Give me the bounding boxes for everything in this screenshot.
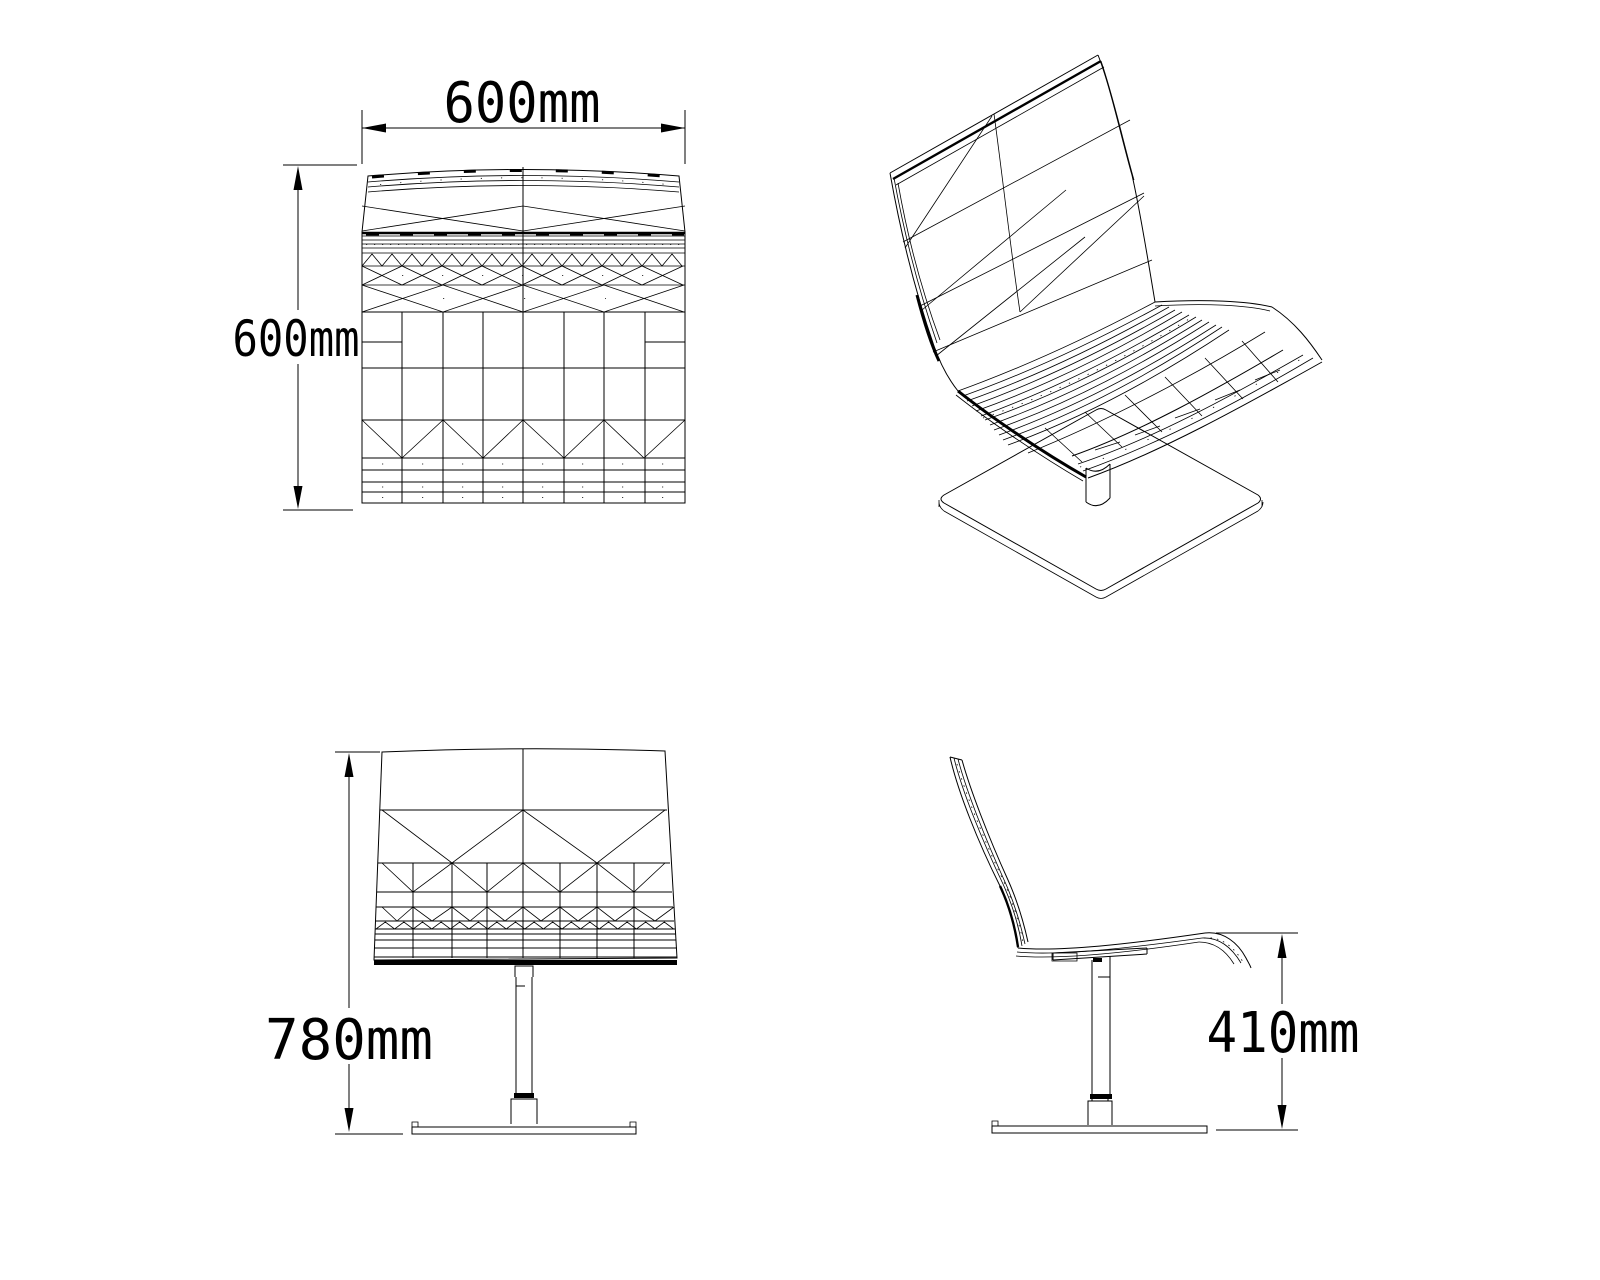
top-view xyxy=(362,167,685,503)
fold-band-lines xyxy=(958,302,1229,445)
side-backrest-inner xyxy=(962,760,1028,942)
front-pedestal-column xyxy=(516,977,532,1093)
side-backrest-layers xyxy=(954,758,1025,946)
side-column-dark-band xyxy=(1090,1094,1112,1099)
backrest-left-edge xyxy=(890,173,958,391)
front-pedestal-cap xyxy=(515,966,533,977)
side-backrest-top-cap xyxy=(950,757,962,760)
side-view xyxy=(950,757,1251,1133)
pedestal-cylinder xyxy=(1086,464,1110,506)
extension-lines xyxy=(335,752,403,1134)
dimension-label-seat-height: 410mm xyxy=(1206,1001,1360,1066)
front-tiny-zigzag-row xyxy=(376,922,674,929)
backrest-rows xyxy=(903,120,1152,352)
side-front-curl-inner xyxy=(1199,938,1241,964)
side-base-notch xyxy=(992,1121,998,1126)
side-seat-layers xyxy=(1016,938,1202,957)
side-backrest-outer xyxy=(950,757,1018,948)
backrest-top-edge-thickness xyxy=(893,61,1101,179)
dimension-back-height xyxy=(233,165,360,510)
side-base-plate xyxy=(992,1126,1207,1133)
front-small-v-row xyxy=(382,907,674,921)
dimension-label-seat-width: 600mm xyxy=(443,71,601,136)
base-plate-thickness xyxy=(939,500,1263,599)
front-view xyxy=(374,749,677,1134)
side-pedestal-foot xyxy=(1088,1099,1112,1125)
front-column-dark-band xyxy=(514,1093,534,1098)
backrest-center-column xyxy=(994,114,1020,312)
seat-rear-edge-inner xyxy=(1155,305,1270,311)
dimension-seat-width xyxy=(362,71,685,164)
side-pedestal-column xyxy=(1092,956,1110,1094)
dimension-seat-height xyxy=(1207,933,1360,1130)
side-front-curl-hatch xyxy=(1204,938,1243,962)
side-column-dark-dash xyxy=(1093,958,1102,962)
backrest-right-edge xyxy=(1098,55,1155,302)
dimension-label-back-height: 600mm xyxy=(232,310,360,368)
front-base-plate xyxy=(412,1127,636,1134)
front-pedestal-foot xyxy=(511,1099,537,1124)
base-plate-top xyxy=(941,409,1261,591)
seat-rear-edge xyxy=(1155,301,1322,360)
side-backrest-hatch xyxy=(957,764,1023,942)
seat-row xyxy=(1028,332,1265,453)
dimension-overall-height xyxy=(265,752,433,1134)
small-zigzag-row xyxy=(362,254,682,266)
backrest-top-edge-inner xyxy=(896,67,1104,185)
backrest-left-edge-inner xyxy=(894,178,940,343)
front-horizontals xyxy=(374,810,677,957)
dimension-label-overall-height: 780mm xyxy=(265,1008,433,1073)
perspective-view xyxy=(890,55,1322,599)
front-base-notches xyxy=(412,1122,636,1127)
